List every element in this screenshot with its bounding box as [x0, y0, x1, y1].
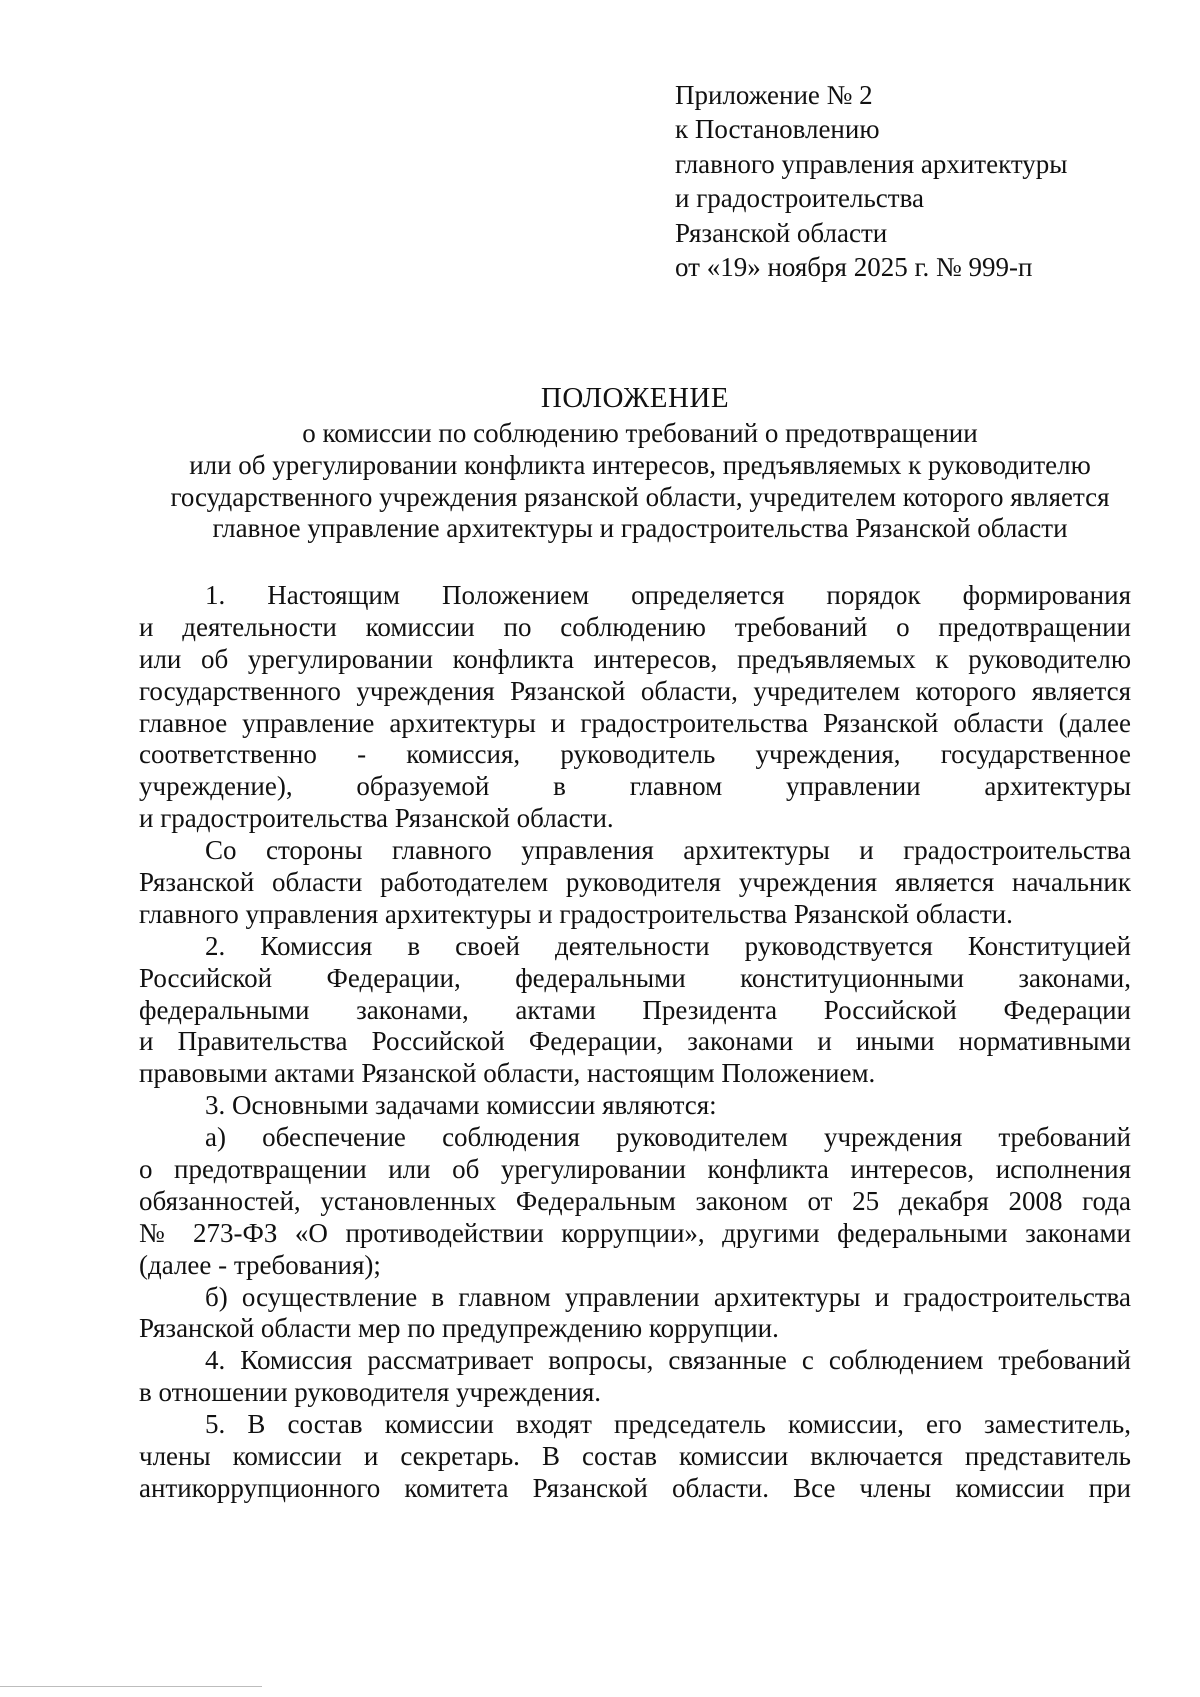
body-line: главное управление архитектуры и градостроительства Рязанской области (далее — [139, 707, 1131, 738]
document-body — [139, 580, 1131, 1505]
body-line: учреждение), образуемой в главном управлении архитектуры — [139, 771, 1131, 802]
subtitle-line: о комиссии по соблюдению требований о предотвращении — [302, 418, 978, 448]
body-line: 4. Комиссия рассматривает вопросы, связанные с соблюдением требований — [205, 1345, 1131, 1376]
body-line: 5. В состав комиссии входят председатель комиссии, его заместитель, — [205, 1409, 1131, 1440]
body-line: соответственно - комиссия, руководитель учреждения, государственное — [139, 739, 1131, 770]
body-line: Российской Федерации, федеральными конституционными законами, — [139, 962, 1131, 993]
body-line: главного управления архитектуры и градостроительства Рязанской области. — [139, 898, 1013, 929]
appendix-header-line: главного управления архитектуры — [675, 148, 1068, 179]
body-line: б) осуществление в главном управлении архитектуры и градостроительства — [205, 1281, 1131, 1312]
appendix-header-line: и градостроительства — [675, 183, 924, 214]
body-line: (далее - требования); — [139, 1249, 381, 1280]
appendix-header — [675, 78, 1175, 284]
body-line: правовыми актами Рязанской области, настоящим Положением. — [139, 1058, 876, 1089]
body-line: и деятельности комиссии по соблюдению требований о предотвращении — [139, 611, 1131, 642]
body-line: обязанностей, установленных Федеральным законом от 25 декабря 2008 года — [139, 1185, 1131, 1216]
subtitle-line: государственного учреждения рязанской области, учредителем которого является — [170, 481, 1110, 512]
appendix-header-line: Приложение № 2 — [675, 80, 873, 110]
body-line: о предотвращении или об урегулировании конфликта интересов, исполнения — [139, 1154, 1131, 1185]
body-line: и градостроительства Рязанской области. — [139, 803, 614, 834]
body-line: а) обеспечение соблюдения руководителем учреждения требований — [205, 1122, 1131, 1153]
body-line: и Правительства Российской Федерации, законами и иными нормативными — [139, 1026, 1131, 1057]
document-subtitle — [120, 418, 1160, 545]
body-line: 2. Комиссия в своей деятельности руководствуется Конституцией — [205, 930, 1131, 961]
body-line: № 273-ФЗ «О противодействии коррупции», другими федеральными законами — [139, 1217, 1131, 1248]
subtitle-line: главное управление архитектуры и градостроительства Рязанской области — [212, 513, 1068, 544]
body-line: Со стороны главного управления архитектуры и градостроительства — [205, 835, 1131, 866]
body-line: антикоррупционного комитета Рязанской области. Все члены комиссии при — [139, 1472, 1131, 1503]
body-line: или об урегулировании конфликта интересов, предъявляемых к руководителю — [139, 643, 1131, 674]
body-line: федеральными законами, актами Президента Российской Федерации — [139, 994, 1131, 1025]
body-line: в отношении руководителя учреждения. — [139, 1377, 602, 1408]
body-line: государственного учреждения Рязанской области, учредителем которого является — [139, 675, 1131, 706]
body-line: члены комиссии и секретарь. В состав комиссии включается представитель — [139, 1441, 1131, 1472]
appendix-header-line: к Постановлению — [675, 114, 880, 145]
footer-divider — [0, 1686, 262, 1687]
body-line: 3. Основными задачами комиссии являются: — [205, 1090, 717, 1121]
appendix-header-line: Рязанской области — [675, 217, 888, 248]
appendix-header-line: от «19» ноября 2025 г. № 999-п — [675, 252, 1033, 283]
body-line: 1. Настоящим Положением определяется порядок формирования — [205, 580, 1131, 610]
body-line: Рязанской области работодателем руководителя учреждения является начальник — [139, 867, 1131, 898]
body-line: Рязанской области мер по предупреждению коррупции. — [139, 1313, 779, 1344]
document-title: ПОЛОЖЕНИЕ — [540, 382, 730, 414]
subtitle-line: или об урегулировании конфликта интересов, предъявляемых к руководителю — [189, 449, 1091, 480]
